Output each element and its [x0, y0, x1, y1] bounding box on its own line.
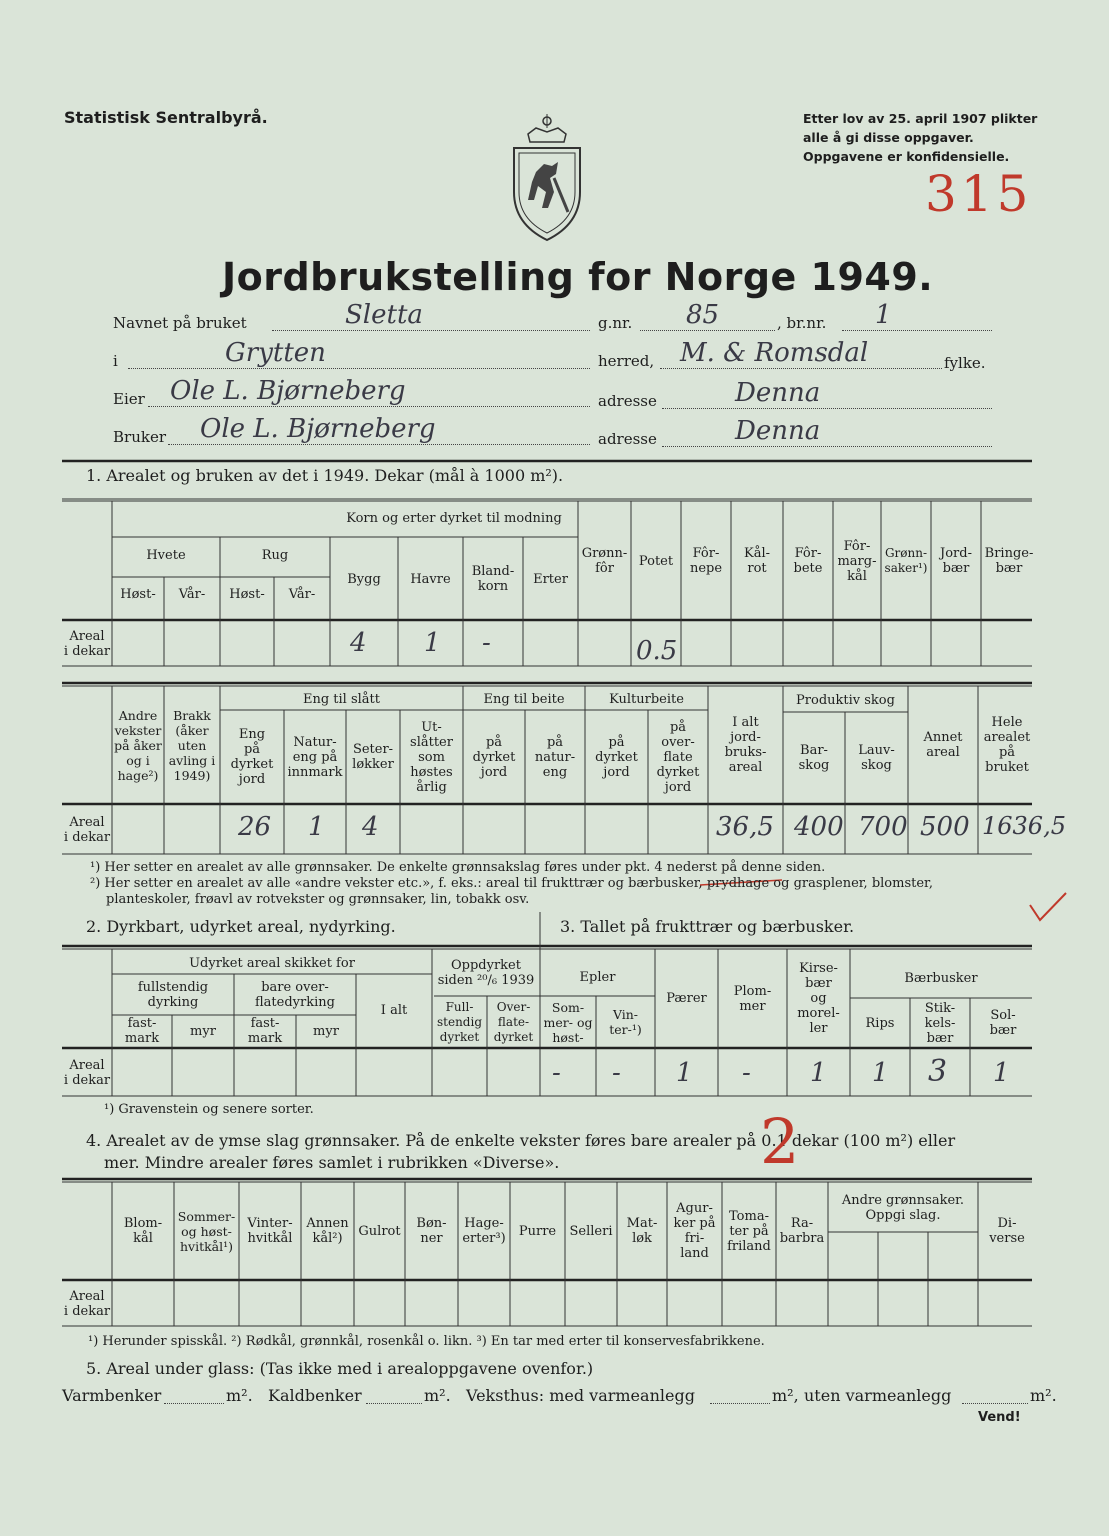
form-title: Jordbrukstelling for Norge 1949.: [222, 255, 934, 299]
header-fullstendig: fullstendig dyrking: [137, 980, 209, 1010]
label-kaldbenker: Kaldbenker: [268, 1386, 362, 1405]
farm-name-value[interactable]: Sletta: [345, 300, 423, 330]
header-rabarbra: Ra- barbra: [779, 1216, 825, 1246]
value-rips[interactable]: 1: [872, 1058, 889, 1088]
label-owner: Eier: [113, 390, 145, 408]
legal-notice-line1: Etter lov av 25. april 1907 plikter: [803, 111, 1038, 126]
label-fylke: fylke.: [944, 354, 986, 372]
header-lauvskog: Lauv- skog: [858, 743, 895, 773]
header-hele-arealet: Hele arealet på bruket: [983, 715, 1031, 775]
header-gronnfor: Grønn- fôr: [581, 546, 628, 576]
header-stikkelsbaer: Stik- kels- bær: [924, 1000, 956, 1046]
section2-title: 2. Dyrkbart, udyrket areal, nydyrking.: [86, 917, 396, 936]
header-fastmark-2: fast- mark: [247, 1016, 283, 1046]
legal-notice-line3: Oppgavene er konfidensielle.: [803, 149, 1010, 164]
value-havre[interactable]: 1: [424, 628, 441, 658]
header-tomater: Toma- ter på friland: [727, 1208, 771, 1254]
header-rug-var: Vår-: [288, 586, 316, 602]
header-kirsebaer: Kirse- bær og morel- ler: [797, 961, 840, 1036]
header-rug: Rug: [261, 547, 289, 563]
header-havre: Havre: [410, 571, 451, 587]
header-hvete: Hvete: [146, 547, 186, 563]
header-myr-1: myr: [190, 1023, 216, 1039]
label-farm-name: Navnet på bruket: [113, 314, 247, 332]
value-paerer[interactable]: 1: [676, 1058, 693, 1088]
header-rips: Rips: [865, 1015, 895, 1031]
footnote-s4: ¹) Herunder spisskål. ²) Rødkål, grønnkål, rosenkål o. likn. ³) En tar med erter til konservesfabrikkene.: [88, 1334, 765, 1349]
label-herred: herred,: [598, 352, 655, 370]
header-diverse: Di- verse: [989, 1216, 1025, 1246]
label-vend: Vend!: [978, 1410, 1021, 1425]
label-varmbenker: Varmbenker: [62, 1386, 162, 1405]
value-hele-arealet[interactable]: 1636,5: [982, 812, 1066, 840]
header-full-dyrket: Full- stendig dyrket: [436, 999, 482, 1044]
header-blomkal: Blom- kål: [123, 1216, 163, 1246]
header-plommer: Plom- mer: [733, 983, 772, 1014]
row-label-areal-b: Areal i dekar: [63, 815, 111, 845]
header-solbaer: Sol- bær: [989, 1008, 1017, 1038]
legal-notice-line2: alle å gi disse oppgaver.: [803, 130, 974, 145]
header-hageerter: Hage- erter³): [462, 1216, 506, 1246]
label-owner-address: adresse: [598, 392, 657, 410]
header-bygg: Bygg: [347, 571, 381, 587]
owner-value[interactable]: Ole L. Bjørneberg: [170, 376, 406, 406]
header-epler: Epler: [579, 969, 616, 985]
header-bonner: Bøn- ner: [416, 1216, 447, 1246]
header-beite-natureng: på natur- eng: [534, 734, 576, 780]
owner-address-value[interactable]: Denna: [735, 378, 821, 408]
header-bringebaer: Bringe- bær: [984, 546, 1034, 576]
header-matlok: Mat- løk: [626, 1216, 658, 1246]
header-vinter: Vin- ter-¹): [609, 1007, 642, 1037]
value-lauvskog[interactable]: 700: [858, 812, 908, 842]
brnr-value[interactable]: 1: [875, 300, 892, 330]
header-seterlokker: Seter- løkker: [352, 742, 394, 772]
header-fornepe: Fôr- nepe: [689, 546, 723, 576]
header-eng-slatt: Eng til slått: [302, 691, 381, 707]
row-label-areal-s4: Areal i dekar: [63, 1289, 111, 1319]
municipality-value[interactable]: Grytten: [225, 338, 326, 368]
header-brakk: Brakk (åker uten avling i 1949): [168, 707, 216, 783]
header-forbete: Fôr- bete: [793, 546, 823, 576]
header-andre-gronnsaker: Andre grønnsaker. Oppgi slag.: [841, 1193, 965, 1223]
value-blandkorn[interactable]: -: [482, 628, 491, 658]
label-user: Bruker: [113, 428, 166, 446]
header-oppdyrket: Oppdyrket siden ²⁰/₆ 1939: [437, 958, 535, 988]
row-label-areal-a: Areal i dekar: [63, 629, 111, 659]
header-over-dyrket: Over- flate- dyrket: [493, 999, 534, 1044]
header-selleri: Selleri: [569, 1223, 613, 1239]
label-m2-2: m².: [424, 1386, 451, 1405]
footnote-gravenstein: ¹) Gravenstein og senere sorter.: [104, 1102, 314, 1117]
value-potet[interactable]: 0.5: [636, 636, 678, 666]
header-gronnsaker: Grønn- saker¹): [884, 546, 928, 575]
header-eng-dyrket: Eng på dyrket jord: [230, 727, 274, 787]
label-brnr: , br.nr.: [777, 314, 827, 332]
header-formargkal: Fôr- marg- kål: [837, 538, 877, 584]
label-veksthus: Veksthus: med varmeanlegg: [466, 1386, 695, 1405]
header-utslatter: Ut- slåtter som høstes årlig: [410, 719, 453, 795]
footnote-2b: planteskoler, frøavl av rotvekster og grønnsaker, lin, tobakk osv.: [106, 892, 530, 907]
value-solbaer[interactable]: 1: [993, 1058, 1010, 1088]
header-i-alt-jordbruk: I alt jord- bruks- areal: [724, 715, 767, 775]
header-sommer-hvitkal: Sommer- og høst- hvitkål¹): [177, 1208, 236, 1254]
header-barskog: Bar- skog: [798, 743, 830, 773]
header-rug-host: Høst-: [229, 586, 265, 602]
label-user-address: adresse: [598, 430, 657, 448]
header-myr-2: myr: [313, 1023, 339, 1039]
header-kulturbeite: Kulturbeite: [609, 691, 684, 707]
value-annet-areal[interactable]: 500: [920, 812, 970, 842]
label-m2-1: m².: [226, 1386, 253, 1405]
footnote-2: ²) Her setter en arealet av alle «andre vekster etc.», f. eks.: areal til frukttrær og bærbusker, prydhage og grasplener, blomster,: [90, 876, 933, 891]
section4-title-line2: mer. Mindre arealer føres samlet i rubrikken «Diverse».: [104, 1153, 560, 1172]
section5-title: 5. Areal under glass: (Tas ikke med i arealoppgavene ovenfor.): [86, 1359, 594, 1378]
label-gnr: g.nr.: [598, 314, 633, 332]
value-i-alt-jordbruk[interactable]: 36,5: [716, 812, 774, 842]
header-gulrot: Gulrot: [358, 1223, 401, 1239]
value-epler-sommer[interactable]: -: [552, 1058, 561, 1088]
row-label-areal-s2: Areal i dekar: [63, 1058, 111, 1088]
header-naturg-innmark: Natur- eng på innmark: [287, 734, 343, 780]
header-hvete-host: Høst-: [120, 586, 156, 602]
header-annen-kal: Annen kål²): [306, 1216, 349, 1246]
footnote-1: ¹) Her setter en arealet av alle grønnsaker. De enkelte grønnsakslag føres under pkt. 4 nederst på denne siden.: [90, 860, 826, 875]
label-in: i: [113, 352, 118, 370]
header-blandkorn: Bland- korn: [471, 564, 515, 594]
value-eng-dyrket[interactable]: 26: [238, 812, 272, 842]
header-i-alt: I alt: [380, 1002, 408, 1018]
county-value[interactable]: M. & Romsdal: [680, 338, 869, 368]
header-agurker: Agur- ker på fri- land: [673, 1201, 716, 1261]
header-purre: Purre: [518, 1223, 557, 1239]
header-sommer-host: Som- mer- og høst-: [543, 999, 593, 1045]
section1-title: 1. Arealet og bruken av det i 1949. Dekar (mål à 1000 m²).: [86, 466, 564, 485]
value-plommer[interactable]: -: [742, 1058, 751, 1088]
value-naturg-innmark[interactable]: 1: [308, 812, 325, 842]
header-beite-dyrket: på dyrket jord: [472, 734, 516, 780]
header-eng-beite: Eng til beite: [483, 691, 565, 707]
header-produktiv-skog: Produktiv skog: [796, 692, 895, 708]
varmbenker-line: [164, 1403, 224, 1404]
header-kultur-dyrket: på dyrket jord: [595, 734, 638, 780]
header-fastmark-1: fast- mark: [124, 1016, 160, 1046]
header-potet: Potet: [638, 553, 674, 569]
value-bygg[interactable]: 4: [350, 628, 367, 658]
agency-name: Statistisk Sentralbyrå.: [64, 108, 268, 127]
section3-title: 3. Tallet på frukttrær og bærbusker.: [560, 917, 855, 936]
user-address-value[interactable]: Denna: [735, 416, 821, 446]
value-epler-vinter[interactable]: -: [612, 1058, 621, 1088]
value-seterlokker[interactable]: 4: [362, 812, 379, 842]
header-kalrot: Kål- rot: [743, 546, 770, 576]
header-udyrket: Udyrket areal skikket for: [189, 955, 355, 971]
header-baerbusker: Bærbusker: [904, 970, 978, 986]
label-m2-4: m².: [1030, 1386, 1057, 1405]
header-annet-areal: Annet areal: [923, 730, 963, 760]
user-value[interactable]: Ole L. Bjørneberg: [200, 414, 436, 444]
header-vinter-hvitkal: Vinter- hvitkål: [247, 1216, 293, 1246]
label-uten: uten varmeanlegg: [804, 1386, 952, 1405]
kaldbenker-line: [366, 1403, 422, 1404]
header-erter: Erter: [533, 571, 568, 587]
header-paerer: Pærer: [666, 991, 707, 1006]
red-mark: 2: [760, 1105, 800, 1178]
value-stikkelsbaer[interactable]: 3: [928, 1054, 948, 1089]
gnr-value[interactable]: 85: [686, 300, 720, 330]
value-barskog[interactable]: 400: [794, 812, 844, 842]
stamp-number: 315: [925, 165, 1033, 223]
section4-title-line1: 4. Arealet av de ymse slag grønnsaker. På de enkelte vekster føres bare arealer på 0.1 dekar (100 m²) eller: [86, 1131, 956, 1150]
header-korn: Korn og erter dyrket til modning: [346, 510, 562, 526]
header-andre-vekster: Andre vekster på åker og i hage²): [114, 707, 162, 783]
veksthus-uten-line: [962, 1403, 1028, 1404]
header-jordbaer: Jord- bær: [940, 546, 972, 576]
label-m2-3: m²,: [772, 1386, 799, 1405]
veksthus-med-line: [710, 1403, 770, 1404]
header-overflate: bare over- flatedyrking: [255, 980, 335, 1010]
header-kultur-overflate: på over- flate dyrket jord: [656, 719, 700, 795]
header-hvete-var: Vår-: [178, 586, 206, 602]
value-kirsebaer[interactable]: 1: [810, 1058, 827, 1088]
